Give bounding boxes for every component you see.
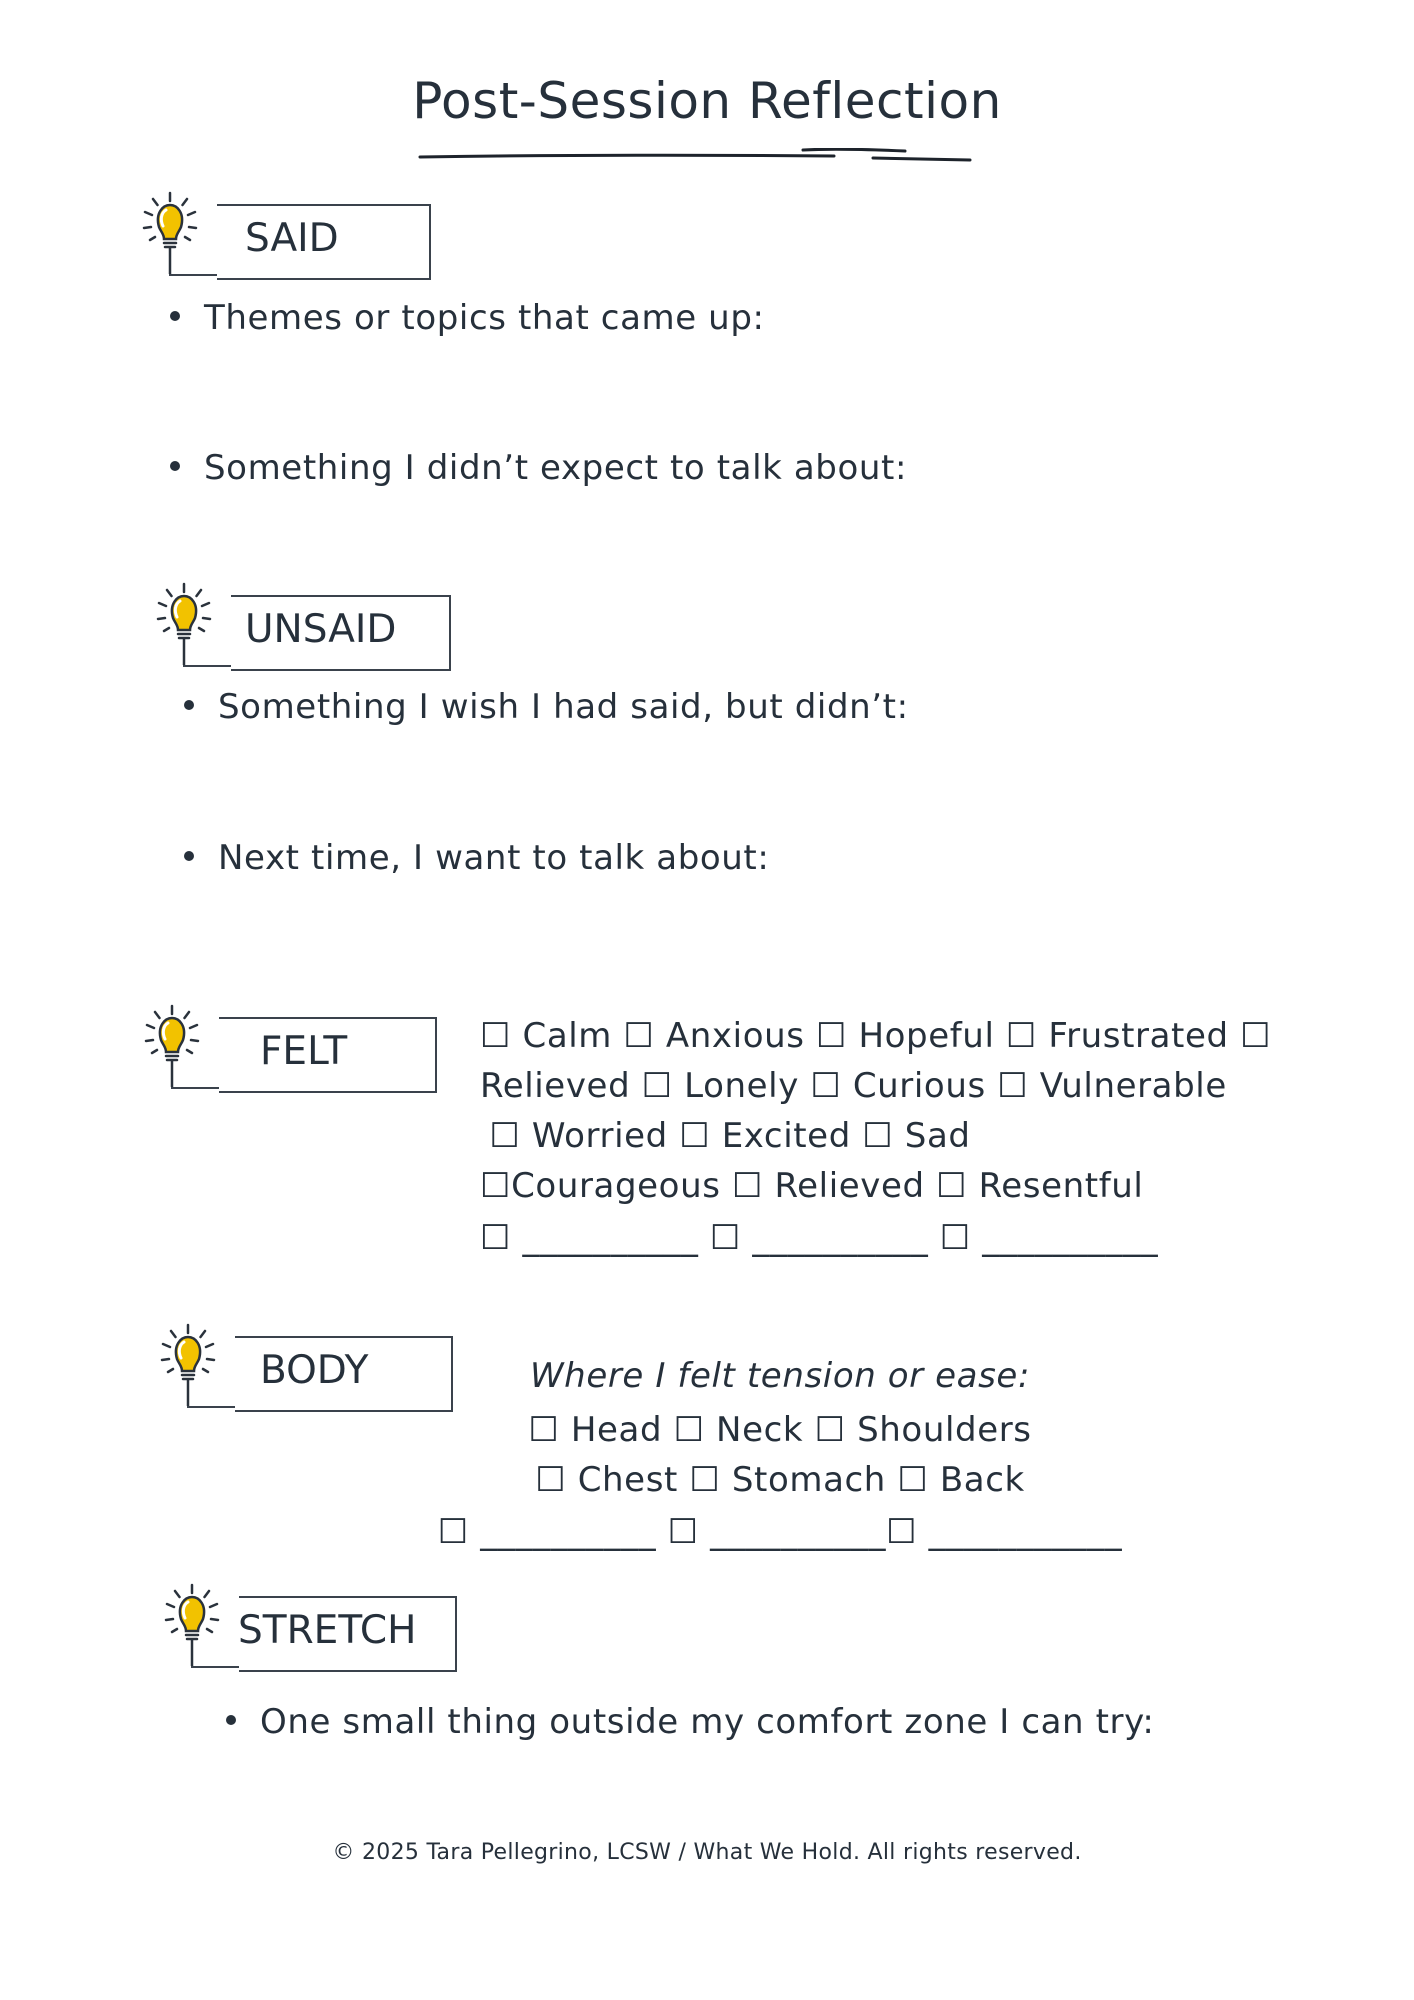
- felt-options-line-2: Relieved ☐ Lonely ☐ Curious ☐ Vulnerable: [480, 1066, 1227, 1106]
- prompt-unsaid-2: Next time, I want to talk about:: [184, 838, 769, 878]
- felt-options-line-1: ☐ Calm ☐ Anxious ☐ Hopeful ☐ Frustrated ☐: [480, 1016, 1272, 1056]
- prompt-unsaid-1: Something I wish I had said, but didn’t:: [184, 687, 909, 727]
- lightbulb-icon: [142, 1003, 202, 1091]
- body-options-line-1: ☐ Head ☐ Neck ☐ Shoulders: [528, 1410, 1032, 1450]
- section-heading-said: [140, 190, 440, 290]
- prompt-stretch-1: One small thing outside my comfort zone I can try:: [226, 1702, 1154, 1742]
- heading-label: SAID: [245, 216, 339, 261]
- prompt-said-2: Something I didn’t expect to talk about:: [170, 448, 907, 488]
- heading-label: STRETCH: [238, 1608, 417, 1653]
- copyright-footer: © 2025 Tara Pellegrino, LCSW / What We Hold. All rights reserved.: [332, 1840, 1082, 1865]
- body-intro: Where I felt tension or ease:: [529, 1356, 1031, 1396]
- body-options-line-2: ☐ Chest ☐ Stomach ☐ Back: [535, 1460, 1025, 1500]
- section-heading-felt: [142, 1003, 462, 1103]
- heading-label: FELT: [260, 1029, 348, 1074]
- prompt-said-1: Themes or topics that came up:: [170, 298, 765, 338]
- page-title: Post-Session Reflection: [412, 72, 1002, 130]
- felt-options-line-4: ☐Courageous ☐ Relieved ☐ Resentful: [480, 1166, 1144, 1206]
- lightbulb-icon: [158, 1322, 218, 1410]
- lightbulb-icon: [154, 581, 214, 669]
- felt-blank-line: ☐ __________ ☐ __________ ☐ __________: [480, 1218, 1159, 1258]
- section-heading-stretch: [162, 1582, 482, 1682]
- section-heading-body: [158, 1322, 478, 1422]
- felt-options-line-3: ☐ Worried ☐ Excited ☐ Sad: [489, 1116, 971, 1156]
- lightbulb-icon: [162, 1582, 222, 1670]
- section-heading-unsaid: [154, 581, 474, 681]
- title-underline: [418, 148, 978, 168]
- body-blank-line: ☐ __________ ☐ __________☐ ___________: [437, 1512, 1123, 1552]
- heading-label: BODY: [260, 1348, 369, 1393]
- heading-label: UNSAID: [245, 607, 397, 652]
- lightbulb-icon: [140, 190, 200, 278]
